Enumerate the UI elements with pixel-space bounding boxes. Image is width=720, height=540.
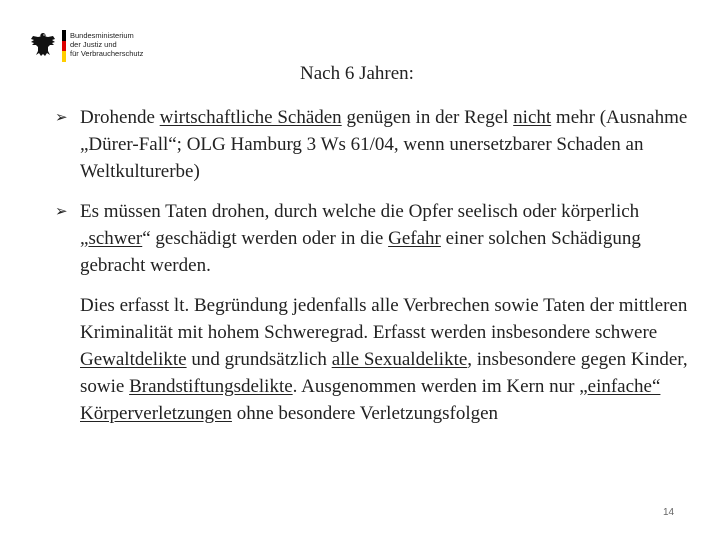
ministry-name xyxy=(70,31,143,58)
underlined-text: Gewaltdelikte xyxy=(80,349,187,370)
flag-red xyxy=(62,41,66,52)
bullet-item xyxy=(55,198,710,279)
underlined-text: Brandstiftungsdelikte xyxy=(129,376,293,397)
paragraph-text: , insbesondere gegen Kinder, sowie xyxy=(80,349,688,397)
underlined-text: einfache“ Körperverletzungen xyxy=(80,376,661,424)
ministry-line: der Justiz und xyxy=(70,40,117,49)
underlined-text: alle Sexualdelikte xyxy=(331,349,468,370)
flag-black xyxy=(62,30,66,41)
flag-stripe xyxy=(62,30,66,62)
ministry-logo xyxy=(30,28,160,68)
ministry-line: Bundesministerium xyxy=(70,31,134,40)
federal-eagle-icon xyxy=(30,30,56,60)
bullet-text: mehr (Ausnahme „Dürer-Fall“; OLG Hamburg 3 Ws 61/04, wenn unersetzbarer Schaden an Weltkulturerbe) xyxy=(80,107,688,182)
arrow-bullet-icon: ➢ xyxy=(55,202,68,220)
paragraph xyxy=(55,292,710,427)
slide-content xyxy=(55,104,710,427)
bullet-text: “ geschädigt werden oder in die xyxy=(142,228,389,249)
underlined-text: wirtschaftliche Schäden xyxy=(159,107,342,128)
arrow-bullet-icon: ➢ xyxy=(55,108,68,126)
underlined-text: schwer xyxy=(88,228,143,249)
paragraph-text: . Ausgenommen werden im Kern nur „ xyxy=(292,376,588,397)
bullet-text: Drohende xyxy=(80,107,160,128)
bullet-text: genügen in der Regel xyxy=(341,107,514,128)
ministry-line: für Verbraucherschutz xyxy=(70,49,144,58)
underlined-text: Gefahr xyxy=(388,228,441,249)
bullet-text: Es müssen Taten drohen, durch welche die Opfer seelisch oder körperlich „ xyxy=(80,201,640,249)
slide-title: Nach 6 Jahren: xyxy=(300,63,414,84)
underlined-text: nicht xyxy=(513,107,552,128)
paragraph-text: ohne besondere Verletzungsfolgen xyxy=(231,403,499,424)
paragraph-text: Dies erfasst lt. Begründung jedenfalls alle Verbrechen sowie Taten der mittleren Kriminalität mit hohem Schweregrad. Erfasst werden insbesondere schwere xyxy=(80,295,688,343)
paragraph-text: und grundsätzlich xyxy=(186,349,332,370)
page-number: 14 xyxy=(663,507,675,518)
bullet-text: einer solchen Schädigung gebracht werden. xyxy=(80,228,641,276)
bullet-item xyxy=(55,104,710,185)
flag-gold xyxy=(62,51,66,62)
